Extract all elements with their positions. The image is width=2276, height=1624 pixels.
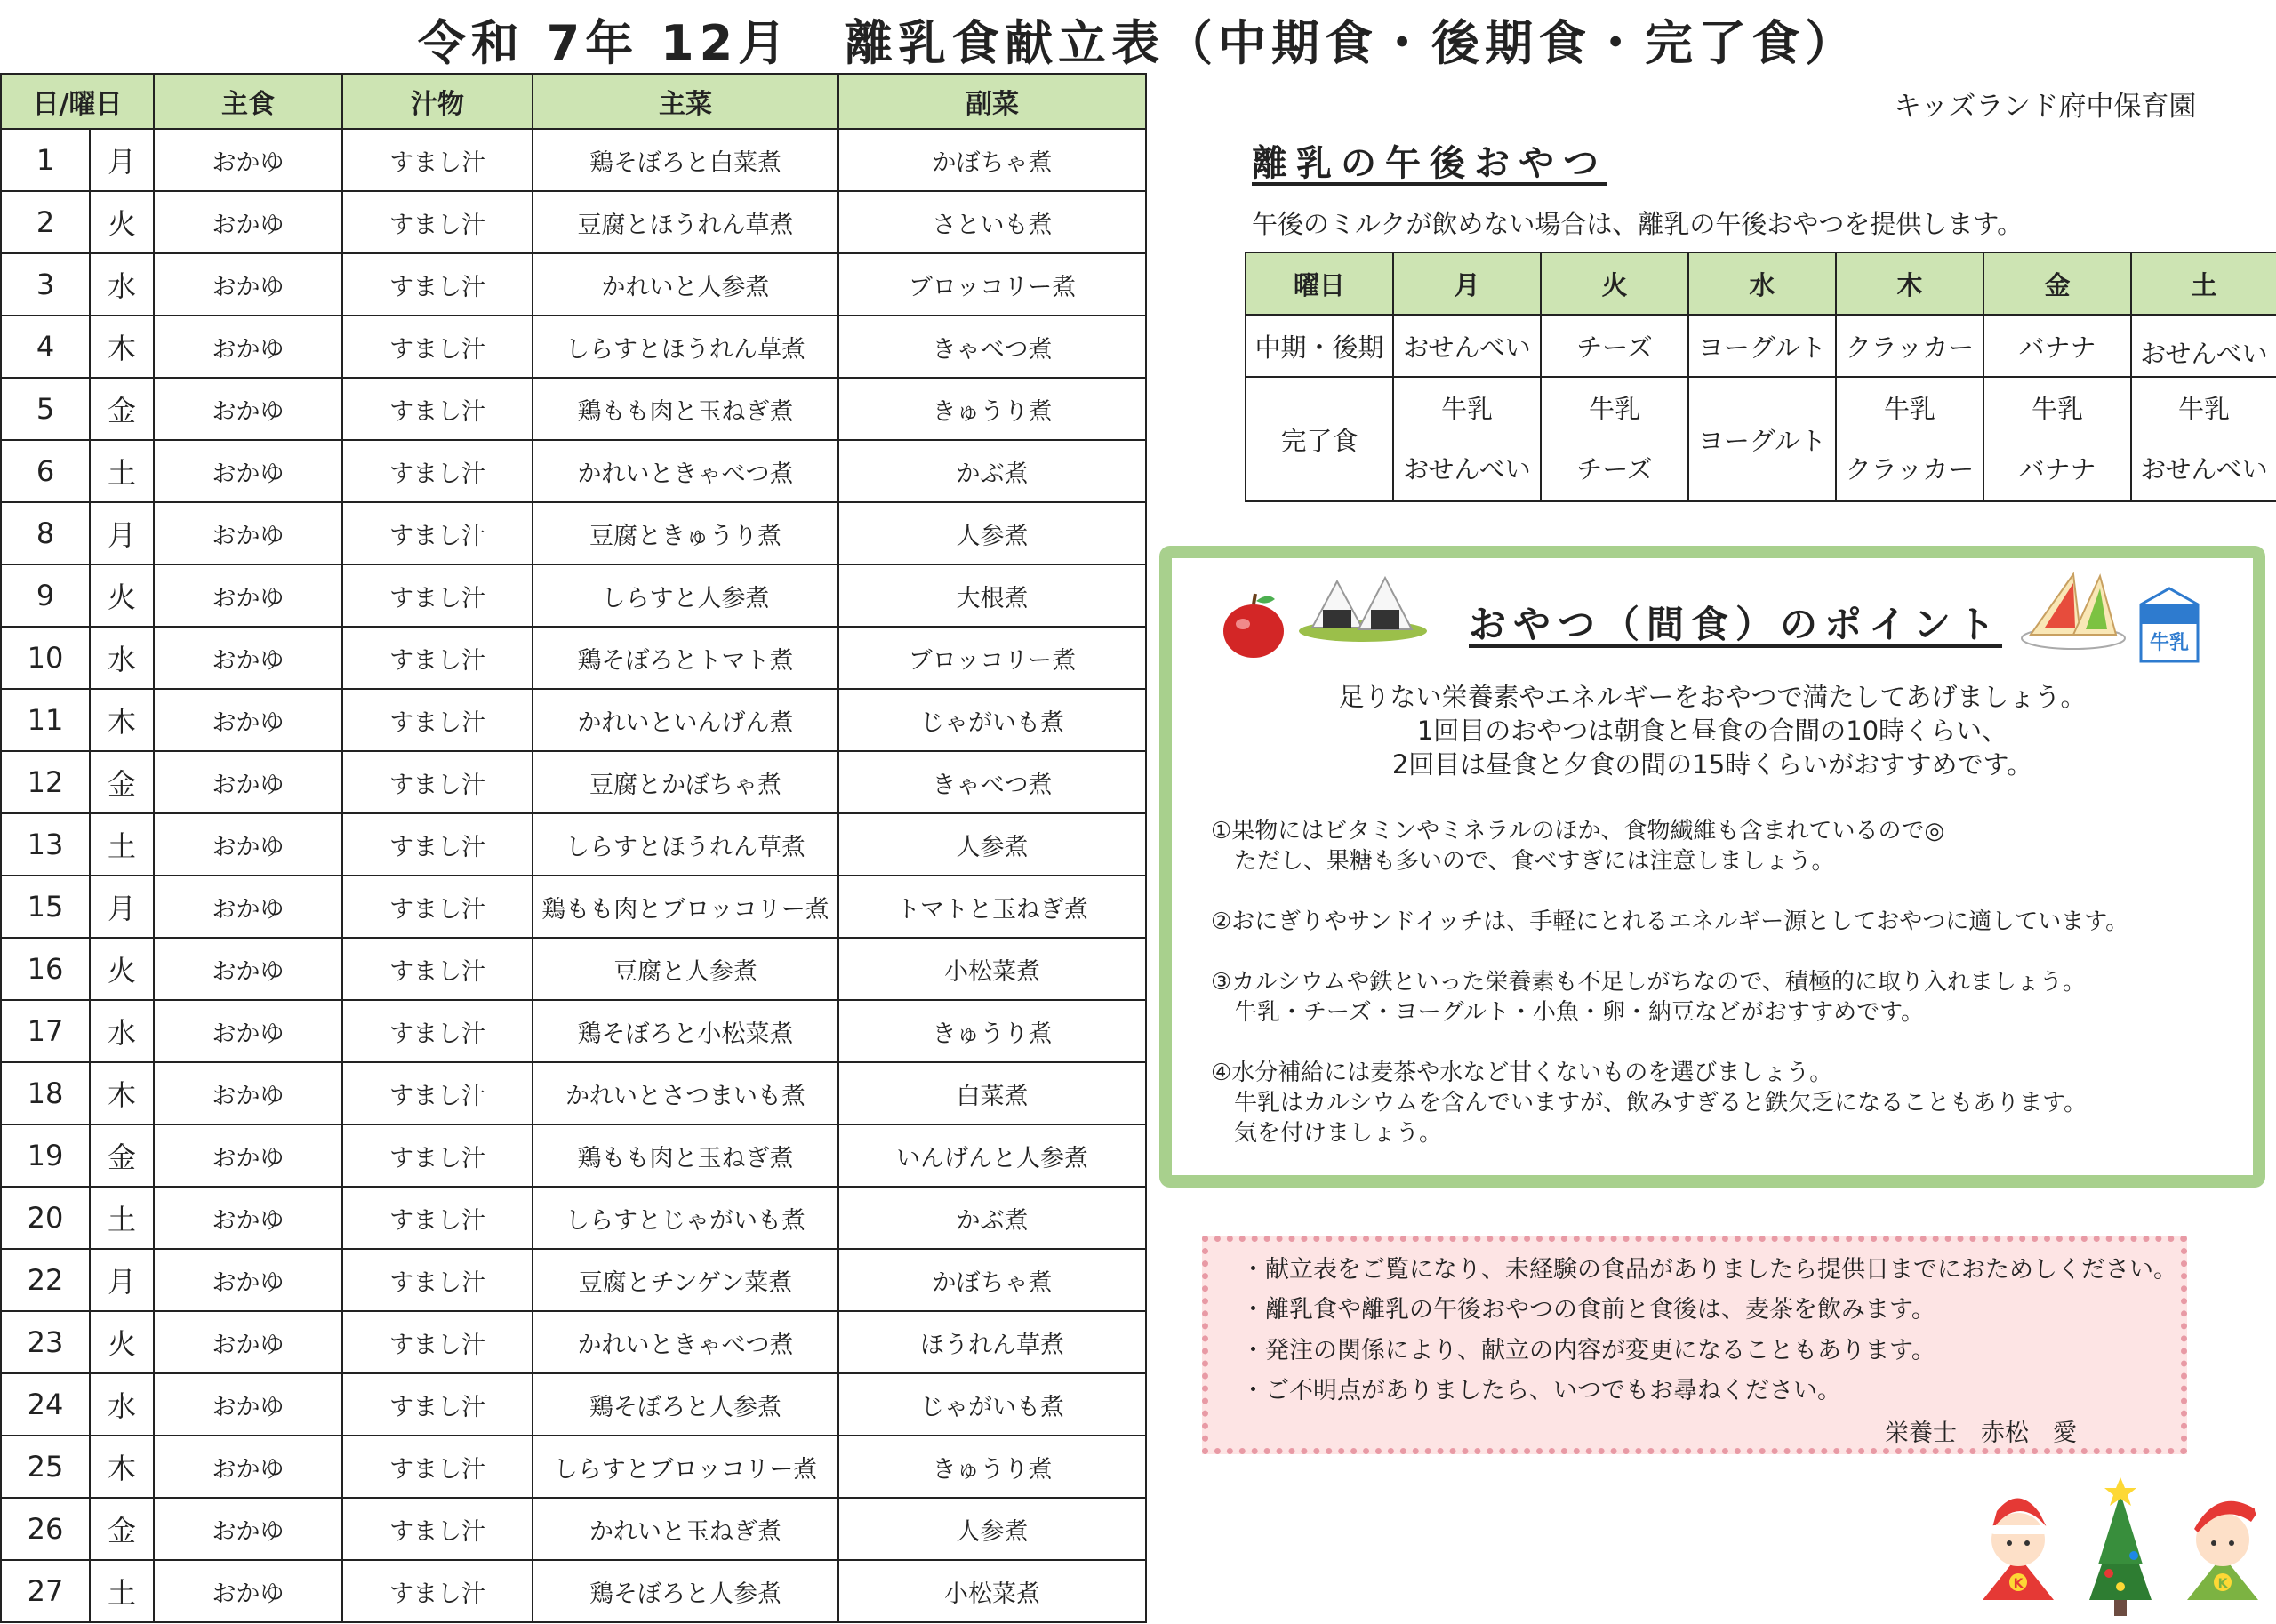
onigiri-icon bbox=[1296, 569, 1430, 645]
staple-cell: おかゆ bbox=[154, 1560, 342, 1622]
soup-cell: すまし汁 bbox=[342, 938, 533, 1000]
snack-header-mon: 月 bbox=[1393, 252, 1541, 315]
soup-cell: すまし汁 bbox=[342, 1249, 533, 1311]
soup-cell: すまし汁 bbox=[342, 689, 533, 751]
snack-cell bbox=[1836, 377, 1983, 501]
side-dish-cell: 人参煮 bbox=[838, 502, 1146, 564]
soup-cell: すまし汁 bbox=[342, 129, 533, 191]
snack-header-sat: 土 bbox=[2131, 252, 2276, 315]
points-intro-line: 2回目は昼食と夕食の間の15時くらいがおすすめです。 bbox=[1391, 749, 2033, 780]
snack-item: おせんべい bbox=[1403, 454, 1531, 484]
dietitian-signature: 栄養士 赤松 愛 bbox=[1885, 1420, 2077, 1447]
soup-cell: すまし汁 bbox=[342, 1498, 533, 1560]
soup-cell: すまし汁 bbox=[342, 627, 533, 689]
point-line: ③カルシウムや鉄といった栄養素も不足しがちなので、積極的に取り入れましょう。 bbox=[1211, 969, 2086, 996]
menu-row bbox=[1, 813, 1146, 876]
snack-cell: クラッカー bbox=[1836, 315, 1983, 377]
menu-row bbox=[1, 689, 1146, 751]
snack-item: チーズ bbox=[1576, 454, 1653, 484]
side-dish-cell: ブロッコリー煮 bbox=[838, 253, 1146, 316]
soup-cell: すまし汁 bbox=[342, 1000, 533, 1062]
header-side: 副菜 bbox=[838, 74, 1146, 129]
soup-cell: すまし汁 bbox=[342, 253, 533, 316]
main-dish-cell: 鶏そぼろと人参煮 bbox=[533, 1373, 838, 1436]
day-number: 25 bbox=[1, 1436, 90, 1498]
note-line: ・離乳食や離乳の午後おやつの食前と食後は、麦茶を飲みます。 bbox=[1241, 1296, 1935, 1324]
points-intro-line: 1回目のおやつは朝食と昼食の合間の10時くらい、 bbox=[1416, 716, 2008, 746]
day-of-week: 土 bbox=[90, 1560, 154, 1622]
point-line: ②おにぎりやサンドイッチは、手軽にとれるエネルギー源としておやつに適しています。 bbox=[1211, 908, 2129, 935]
header-staple: 主食 bbox=[154, 74, 342, 129]
snack-header-thu: 木 bbox=[1836, 252, 1983, 315]
snack-header-row bbox=[1246, 252, 2276, 315]
soup-cell: すまし汁 bbox=[342, 564, 533, 627]
soup-cell: すまし汁 bbox=[342, 502, 533, 564]
apple-icon bbox=[1220, 590, 1287, 660]
soup-cell: すまし汁 bbox=[342, 813, 533, 876]
staple-cell: おかゆ bbox=[154, 751, 342, 813]
point-line: ④水分補給には麦茶や水など甘くないものを選びましょう。 bbox=[1211, 1060, 1833, 1086]
day-of-week: 木 bbox=[90, 1062, 154, 1124]
soup-cell: すまし汁 bbox=[342, 1436, 533, 1498]
point-line: 牛乳・チーズ・ヨーグルト・小魚・卵・納豆などがおすすめです。 bbox=[1211, 999, 1925, 1026]
day-of-week: 月 bbox=[90, 502, 154, 564]
soup-cell: すまし汁 bbox=[342, 751, 533, 813]
point-line: ただし、果糖も多いので、食べすぎには注意しましょう。 bbox=[1211, 848, 1835, 875]
menu-row bbox=[1, 1560, 1146, 1622]
staple-cell: おかゆ bbox=[154, 316, 342, 378]
note-line: ・発注の関係により、献立の内容が変更になることもあります。 bbox=[1241, 1337, 1935, 1364]
snack-cell: ヨーグルト bbox=[1688, 315, 1836, 377]
side-dish-cell: きゅうり煮 bbox=[838, 378, 1146, 440]
menu-row bbox=[1, 316, 1146, 378]
day-number: 2 bbox=[1, 191, 90, 253]
menu-row bbox=[1, 1498, 1146, 1560]
side-dish-cell: さといも煮 bbox=[838, 191, 1146, 253]
points-heading: おやつ（間食）のポイント bbox=[1469, 603, 2003, 646]
milk-carton-icon bbox=[2134, 583, 2205, 665]
page-title: 令和 7年 12月 離乳食献立表（中期食・後期食・完了食） bbox=[417, 15, 1859, 71]
snack-item: クラッカー bbox=[1845, 454, 1975, 484]
day-of-week: 火 bbox=[90, 564, 154, 627]
day-number: 23 bbox=[1, 1311, 90, 1373]
side-dish-cell: 小松菜煮 bbox=[838, 1560, 1146, 1622]
side-dish-cell: かぼちゃ煮 bbox=[838, 129, 1146, 191]
snack-label-mid-late: 中期・後期 bbox=[1246, 315, 1393, 377]
snack-header-fri: 金 bbox=[1983, 252, 2131, 315]
main-dish-cell: かれいときゃべつ煮 bbox=[533, 440, 838, 502]
staple-cell: おかゆ bbox=[154, 938, 342, 1000]
day-of-week: 水 bbox=[90, 253, 154, 316]
menu-row bbox=[1, 1062, 1146, 1124]
staple-cell: おかゆ bbox=[154, 1062, 342, 1124]
day-of-week: 木 bbox=[90, 689, 154, 751]
soup-cell: すまし汁 bbox=[342, 1187, 533, 1249]
staple-cell: おかゆ bbox=[154, 813, 342, 876]
snack-header-wed: 水 bbox=[1688, 252, 1836, 315]
snack-note: 午後のミルクが飲めない場合は、離乳の午後おやつを提供します。 bbox=[1252, 209, 2024, 239]
day-number: 17 bbox=[1, 1000, 90, 1062]
day-of-week: 金 bbox=[90, 1124, 154, 1187]
side-dish-cell: かぶ煮 bbox=[838, 440, 1146, 502]
main-dish-cell: しらすと人参煮 bbox=[533, 564, 838, 627]
menu-row bbox=[1, 129, 1146, 191]
staple-cell: おかゆ bbox=[154, 129, 342, 191]
menu-row bbox=[1, 1124, 1146, 1187]
soup-cell: すまし汁 bbox=[342, 1311, 533, 1373]
day-number: 9 bbox=[1, 564, 90, 627]
day-number: 22 bbox=[1, 1249, 90, 1311]
soup-cell: すまし汁 bbox=[342, 440, 533, 502]
snack-item: バナナ bbox=[2018, 454, 2096, 484]
day-number: 20 bbox=[1, 1187, 90, 1249]
menu-table bbox=[0, 73, 1147, 1623]
main-dish-cell: しらすとほうれん草煮 bbox=[533, 813, 838, 876]
soup-cell: すまし汁 bbox=[342, 1560, 533, 1622]
points-intro-line: 足りない栄養素やエネルギーをおやつで満たしてあげましょう。 bbox=[1338, 682, 2087, 712]
menu-row bbox=[1, 751, 1146, 813]
svg-text:K: K bbox=[2217, 1577, 2228, 1591]
snack-milk: 牛乳 bbox=[1588, 394, 1640, 424]
snack-cell: おせんべい bbox=[2131, 315, 2276, 377]
snack-cell: チーズ bbox=[1541, 315, 1688, 377]
day-number: 1 bbox=[1, 129, 90, 191]
main-dish-cell: 鶏もも肉とブロッコリー煮 bbox=[533, 876, 838, 938]
side-dish-cell: トマトと玉ねぎ煮 bbox=[838, 876, 1146, 938]
side-dish-cell: ほうれん草煮 bbox=[838, 1311, 1146, 1373]
side-dish-cell: きゅうり煮 bbox=[838, 1436, 1146, 1498]
menu-row bbox=[1, 1249, 1146, 1311]
day-number: 12 bbox=[1, 751, 90, 813]
staple-cell: おかゆ bbox=[154, 440, 342, 502]
point-line: 牛乳はカルシウムを含んでいますが、飲みすぎると鉄欠乏になることもあります。 bbox=[1211, 1090, 2088, 1116]
side-dish-cell: きゅうり煮 bbox=[838, 1000, 1146, 1062]
menu-row bbox=[1, 1000, 1146, 1062]
soup-cell: すまし汁 bbox=[342, 378, 533, 440]
staple-cell: おかゆ bbox=[154, 876, 342, 938]
side-dish-cell: 人参煮 bbox=[838, 813, 1146, 876]
main-dish-cell: かれいといんげん煮 bbox=[533, 689, 838, 751]
day-of-week: 土 bbox=[90, 440, 154, 502]
snack-header-tue: 火 bbox=[1541, 252, 1688, 315]
snack-cell bbox=[1983, 377, 2131, 501]
day-number: 8 bbox=[1, 502, 90, 564]
main-dish-cell: 鶏そぼろと白菜煮 bbox=[533, 129, 838, 191]
menu-row bbox=[1, 440, 1146, 502]
soup-cell: すまし汁 bbox=[342, 1373, 533, 1436]
main-dish-cell: しらすとほうれん草煮 bbox=[533, 316, 838, 378]
point-line: 気を付けましょう。 bbox=[1211, 1120, 1443, 1147]
main-dish-cell: しらすとブロッコリー煮 bbox=[533, 1436, 838, 1498]
header-day: 日/曜日 bbox=[1, 74, 154, 129]
day-of-week: 月 bbox=[90, 129, 154, 191]
snack-row-complete bbox=[1246, 377, 2276, 501]
day-number: 4 bbox=[1, 316, 90, 378]
side-dish-cell: ブロッコリー煮 bbox=[838, 627, 1146, 689]
main-dish-cell: かれいときゃべつ煮 bbox=[533, 1311, 838, 1373]
staple-cell: おかゆ bbox=[154, 689, 342, 751]
menu-row bbox=[1, 876, 1146, 938]
menu-row bbox=[1, 1436, 1146, 1498]
snack-cell-wed: ヨーグルト bbox=[1688, 377, 1836, 501]
note-line: ・献立表をご覧になり、未経験の食品がありましたら提供日までにおためしください。 bbox=[1241, 1256, 2177, 1284]
day-of-week: 金 bbox=[90, 1498, 154, 1560]
day-number: 11 bbox=[1, 689, 90, 751]
main-dish-cell: 鶏そぼろと人参煮 bbox=[533, 1560, 838, 1622]
day-of-week: 月 bbox=[90, 1249, 154, 1311]
day-of-week: 水 bbox=[90, 1373, 154, 1436]
side-dish-cell: かぶ煮 bbox=[838, 1187, 1146, 1249]
day-number: 16 bbox=[1, 938, 90, 1000]
side-dish-cell: きゃべつ煮 bbox=[838, 316, 1146, 378]
day-of-week: 火 bbox=[90, 1311, 154, 1373]
side-dish-cell: 人参煮 bbox=[838, 1498, 1146, 1560]
day-of-week: 木 bbox=[90, 316, 154, 378]
point-line: ①果物にはビタミンやミネラルのほか、食物繊維も含まれているので◎ bbox=[1211, 818, 1945, 844]
day-number: 13 bbox=[1, 813, 90, 876]
menu-row bbox=[1, 1373, 1146, 1436]
side-dish-cell: 大根煮 bbox=[838, 564, 1146, 627]
staple-cell: おかゆ bbox=[154, 1311, 342, 1373]
day-number: 10 bbox=[1, 627, 90, 689]
snack-milk: 牛乳 bbox=[2177, 394, 2230, 424]
day-of-week: 火 bbox=[90, 191, 154, 253]
header-soup: 汁物 bbox=[342, 74, 533, 129]
menu-row bbox=[1, 378, 1146, 440]
staple-cell: おかゆ bbox=[154, 1498, 342, 1560]
christmas-kids-illustration bbox=[1965, 1458, 2276, 1624]
day-of-week: 金 bbox=[90, 751, 154, 813]
main-dish-cell: かれいと人参煮 bbox=[533, 253, 838, 316]
menu-row bbox=[1, 564, 1146, 627]
side-dish-cell: いんげんと人参煮 bbox=[838, 1124, 1146, 1187]
side-dish-cell: じゃがいも煮 bbox=[838, 1373, 1146, 1436]
snack-row-mid-late bbox=[1246, 315, 2276, 377]
main-dish-cell: 豆腐とほうれん草煮 bbox=[533, 191, 838, 253]
main-dish-cell: かれいと玉ねぎ煮 bbox=[533, 1498, 838, 1560]
day-number: 18 bbox=[1, 1062, 90, 1124]
side-dish-cell: じゃがいも煮 bbox=[838, 689, 1146, 751]
day-of-week: 土 bbox=[90, 1187, 154, 1249]
snack-heading: 離乳の午後おやつ bbox=[1252, 143, 1607, 184]
day-number: 3 bbox=[1, 253, 90, 316]
day-number: 19 bbox=[1, 1124, 90, 1187]
menu-body bbox=[1, 129, 1146, 1622]
snack-label-complete: 完了食 bbox=[1246, 377, 1393, 501]
snack-table bbox=[1245, 252, 2276, 502]
day-number: 5 bbox=[1, 378, 90, 440]
main-dish-cell: 豆腐とチンゲン菜煮 bbox=[533, 1249, 838, 1311]
day-of-week: 水 bbox=[90, 1000, 154, 1062]
staple-cell: おかゆ bbox=[154, 1436, 342, 1498]
snack-cell: おせんべい bbox=[1393, 315, 1541, 377]
day-of-week: 水 bbox=[90, 627, 154, 689]
day-number: 6 bbox=[1, 440, 90, 502]
menu-row bbox=[1, 1187, 1146, 1249]
side-dish-cell: かぼちゃ煮 bbox=[838, 1249, 1146, 1311]
side-dish-cell: 小松菜煮 bbox=[838, 938, 1146, 1000]
main-dish-cell: 鶏もも肉と玉ねぎ煮 bbox=[533, 1124, 838, 1187]
staple-cell: おかゆ bbox=[154, 1124, 342, 1187]
snack-cell bbox=[1393, 377, 1541, 501]
menu-row bbox=[1, 1311, 1146, 1373]
menu-row bbox=[1, 938, 1146, 1000]
menu-row bbox=[1, 191, 1146, 253]
snack-milk: 牛乳 bbox=[1883, 394, 1935, 424]
note-line: ・ご不明点がありましたら、いつでもお尋ねください。 bbox=[1241, 1377, 1841, 1404]
menu-header-row bbox=[1, 74, 1146, 129]
staple-cell: おかゆ bbox=[154, 564, 342, 627]
day-of-week: 金 bbox=[90, 378, 154, 440]
day-number: 24 bbox=[1, 1373, 90, 1436]
staple-cell: おかゆ bbox=[154, 1187, 342, 1249]
main-dish-cell: 鶏そぼろと小松菜煮 bbox=[533, 1000, 838, 1062]
soup-cell: すまし汁 bbox=[342, 1124, 533, 1187]
soup-cell: すまし汁 bbox=[342, 1062, 533, 1124]
side-dish-cell: きゃべつ煮 bbox=[838, 751, 1146, 813]
staple-cell: おかゆ bbox=[154, 253, 342, 316]
soup-cell: すまし汁 bbox=[342, 316, 533, 378]
snack-milk: 牛乳 bbox=[1440, 394, 1493, 424]
day-of-week: 月 bbox=[90, 876, 154, 938]
menu-row bbox=[1, 253, 1146, 316]
school-name: キッズランド府中保育園 bbox=[1894, 91, 2197, 123]
staple-cell: おかゆ bbox=[154, 378, 342, 440]
soup-cell: すまし汁 bbox=[342, 876, 533, 938]
svg-text:K: K bbox=[2013, 1577, 2024, 1591]
snack-milk: 牛乳 bbox=[2031, 394, 2083, 424]
main-dish-cell: 豆腐と人参煮 bbox=[533, 938, 838, 1000]
staple-cell: おかゆ bbox=[154, 627, 342, 689]
main-dish-cell: しらすとじゃがいも煮 bbox=[533, 1187, 838, 1249]
main-dish-cell: 鶏もも肉と玉ねぎ煮 bbox=[533, 378, 838, 440]
staple-cell: おかゆ bbox=[154, 1000, 342, 1062]
menu-row bbox=[1, 627, 1146, 689]
snack-cell bbox=[1541, 377, 1688, 501]
day-number: 15 bbox=[1, 876, 90, 938]
main-dish-cell: 豆腐ときゅうり煮 bbox=[533, 502, 838, 564]
sandwich-icon bbox=[2018, 565, 2128, 651]
snack-cell bbox=[2131, 377, 2276, 501]
snack-item: おせんべい bbox=[2140, 454, 2268, 484]
menu-row bbox=[1, 502, 1146, 564]
day-of-week: 火 bbox=[90, 938, 154, 1000]
snack-header-weekday: 曜日 bbox=[1246, 252, 1393, 315]
snack-cell: バナナ bbox=[1983, 315, 2131, 377]
main-dish-cell: 鶏そぼろとトマト煮 bbox=[533, 627, 838, 689]
main-dish-cell: 豆腐とかぼちゃ煮 bbox=[533, 751, 838, 813]
staple-cell: おかゆ bbox=[154, 1373, 342, 1436]
day-number: 26 bbox=[1, 1498, 90, 1560]
staple-cell: おかゆ bbox=[154, 1249, 342, 1311]
side-dish-cell: 白菜煮 bbox=[838, 1062, 1146, 1124]
day-of-week: 木 bbox=[90, 1436, 154, 1498]
milk-carton-label: 牛乳 bbox=[2149, 632, 2190, 654]
staple-cell: おかゆ bbox=[154, 502, 342, 564]
header-main: 主菜 bbox=[533, 74, 838, 129]
day-number: 27 bbox=[1, 1560, 90, 1622]
day-of-week: 土 bbox=[90, 813, 154, 876]
staple-cell: おかゆ bbox=[154, 191, 342, 253]
main-dish-cell: かれいとさつまいも煮 bbox=[533, 1062, 838, 1124]
soup-cell: すまし汁 bbox=[342, 191, 533, 253]
